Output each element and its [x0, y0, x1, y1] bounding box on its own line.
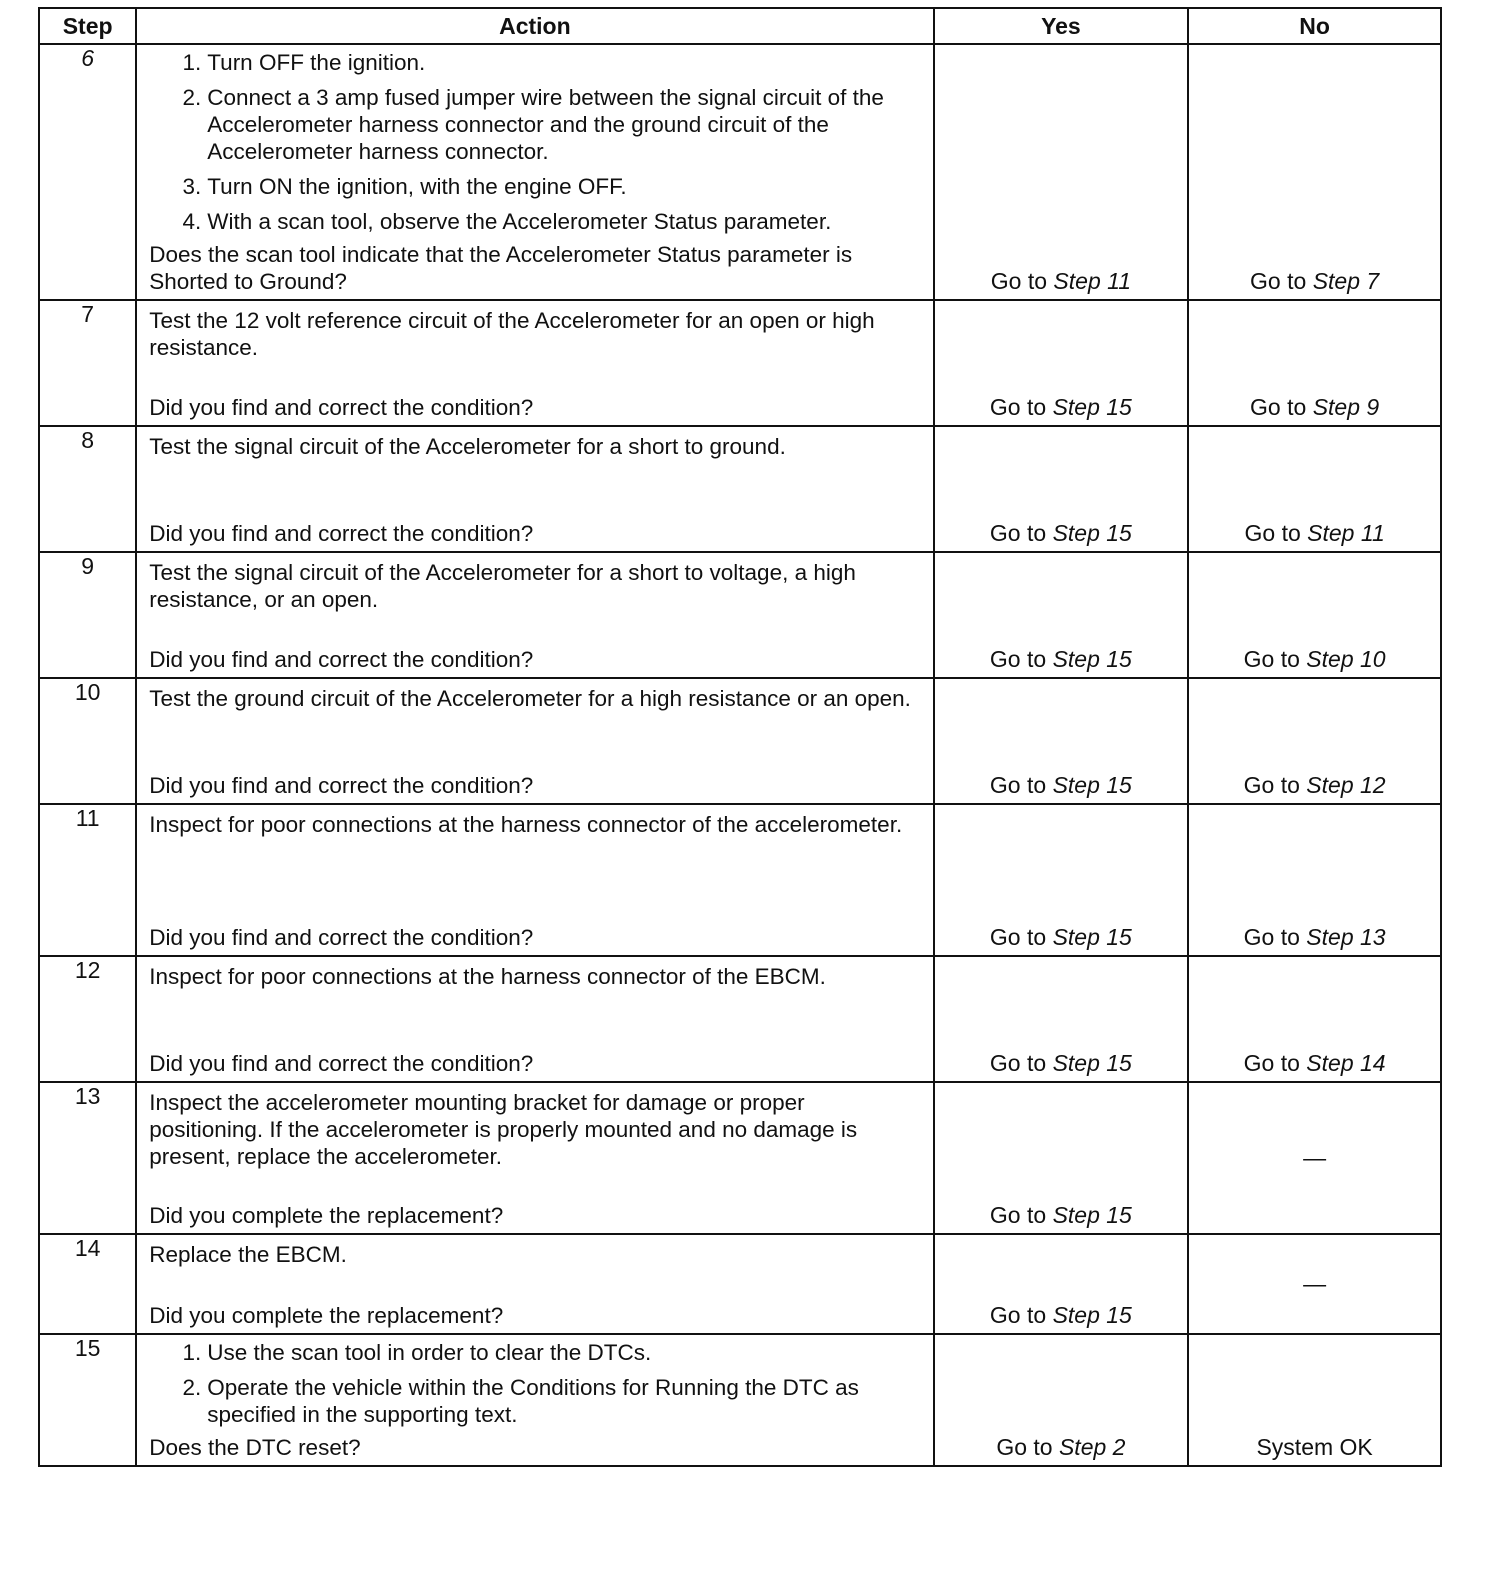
table-row — [39, 1334, 1441, 1466]
list-item-text: Use the scan tool in order to clear the DTCs. — [207, 1340, 652, 1365]
list-item — [137, 49, 922, 76]
header-no: No — [1188, 8, 1441, 44]
step-number: 7 — [39, 300, 136, 426]
action-description: Test the signal circuit of the Accelerometer for a short to ground. — [149, 434, 786, 459]
step-number: 9 — [39, 552, 136, 678]
no-cell — [1188, 678, 1441, 804]
table-row — [39, 956, 1441, 1082]
yes-step-ref: Step 15 — [1052, 924, 1132, 950]
yes-cell — [934, 1234, 1189, 1334]
action-cell — [136, 804, 933, 956]
header-row — [39, 8, 1441, 44]
no-prefix: Go to — [1243, 772, 1307, 798]
step-number: 12 — [39, 956, 136, 1082]
action-cell — [136, 300, 933, 426]
action-question: Did you find and correct the condition? — [149, 521, 534, 546]
table-row — [39, 300, 1441, 426]
yes-step-ref: Step 15 — [1052, 394, 1132, 420]
yes-prefix: Go to — [989, 394, 1053, 420]
no-prefix: Go to — [1244, 520, 1308, 546]
no-dash: — — [1303, 1144, 1327, 1171]
no-prefix: Go to — [1243, 924, 1307, 950]
list-item — [137, 208, 922, 235]
action-description: Test the signal circuit of the Accelerometer for a short to voltage, a high resistance, or an open. — [149, 560, 856, 612]
yes-prefix: Go to — [989, 1050, 1053, 1076]
no-step-ref: Step 13 — [1306, 924, 1386, 950]
action-cell — [136, 1334, 933, 1466]
step-number: 13 — [39, 1082, 136, 1234]
no-cell — [1188, 804, 1441, 956]
action-description: Inspect for poor connections at the harness connector of the EBCM. — [149, 964, 826, 989]
no-cell — [1188, 44, 1441, 300]
list-item — [137, 84, 922, 165]
yes-step-ref: Step 15 — [1052, 1202, 1132, 1228]
yes-step-ref: Step 11 — [1053, 268, 1132, 294]
yes-prefix: Go to — [989, 772, 1053, 798]
table-row — [39, 552, 1441, 678]
action-description: Replace the EBCM. — [149, 1242, 347, 1267]
no-dash: — — [1303, 1270, 1327, 1297]
action-question: Did you complete the replacement? — [149, 1303, 504, 1328]
table-row — [39, 426, 1441, 552]
header-yes: Yes — [934, 8, 1189, 44]
yes-step-ref: Step 15 — [1052, 520, 1132, 546]
action-cell — [136, 1234, 933, 1334]
action-question: Did you find and correct the condition? — [149, 647, 534, 672]
no-step-ref: Step 9 — [1312, 394, 1380, 420]
yes-cell — [934, 678, 1189, 804]
list-item-number: 2. — [182, 1375, 202, 1400]
list-item-number: 2. — [182, 85, 202, 110]
yes-step-ref: Step 15 — [1052, 646, 1132, 672]
yes-cell — [934, 1334, 1189, 1466]
list-item — [137, 173, 922, 200]
header-step: Step — [39, 8, 136, 44]
no-prefix: Go to — [1243, 1050, 1307, 1076]
yes-cell — [934, 1082, 1189, 1234]
yes-step-ref: Step 15 — [1052, 1050, 1132, 1076]
step-number: 11 — [39, 804, 136, 956]
action-cell — [136, 956, 933, 1082]
yes-prefix: Go to — [989, 646, 1053, 672]
action-question: Did you find and correct the condition? — [149, 1051, 534, 1076]
no-prefix: Go to — [1243, 646, 1307, 672]
action-cell — [136, 44, 933, 300]
action-cell — [136, 678, 933, 804]
yes-cell — [934, 300, 1189, 426]
list-item-number: 1. — [182, 1340, 202, 1365]
list-item-text: Turn OFF the ignition. — [207, 50, 426, 75]
action-description: Inspect the accelerometer mounting bracket for damage or proper positioning. If the accelerometer is properly mounted and no damage is present, replace the accelerometer. — [149, 1090, 858, 1169]
no-prefix: Go to — [1250, 268, 1313, 294]
step-number: 14 — [39, 1234, 136, 1334]
no-step-ref: Step 11 — [1307, 520, 1385, 546]
action-question: Did you find and correct the condition? — [149, 773, 534, 798]
no-cell — [1188, 300, 1441, 426]
yes-prefix: Go to — [989, 1202, 1053, 1228]
action-question: Did you find and correct the condition? — [149, 395, 534, 420]
no-cell — [1188, 1082, 1441, 1234]
yes-cell — [934, 804, 1189, 956]
yes-step-ref: Step 15 — [1052, 1302, 1132, 1328]
step-number: 15 — [39, 1334, 136, 1466]
no-step-ref: Step 10 — [1306, 646, 1386, 672]
no-cell — [1188, 1234, 1441, 1334]
table-row — [39, 44, 1441, 300]
action-question: Did you complete the replacement? — [149, 1203, 504, 1228]
step-number: 10 — [39, 678, 136, 804]
action-question: Does the DTC reset? — [149, 1435, 361, 1460]
yes-cell — [934, 956, 1189, 1082]
list-item — [137, 1374, 922, 1428]
table-row — [39, 1082, 1441, 1234]
no-cell — [1188, 1334, 1441, 1466]
header-action: Action — [136, 8, 933, 44]
action-cell — [136, 1082, 933, 1234]
no-step-ref: Step 14 — [1306, 1050, 1386, 1076]
yes-prefix: Go to — [990, 268, 1054, 294]
yes-step-ref: Step 15 — [1052, 772, 1132, 798]
table-row — [39, 678, 1441, 804]
step-number: 8 — [39, 426, 136, 552]
yes-prefix: Go to — [989, 520, 1053, 546]
yes-prefix: Go to — [989, 924, 1053, 950]
yes-cell — [934, 426, 1189, 552]
action-steps-list — [137, 45, 932, 235]
list-item-text: Operate the vehicle within the Conditions for Running the DTC as specified in the supporting text. — [207, 1375, 859, 1427]
no-prefix: Go to — [1250, 394, 1313, 420]
no-cell — [1188, 552, 1441, 678]
list-item-number: 4. — [182, 209, 202, 234]
yes-cell — [934, 44, 1189, 300]
list-item-number: 3. — [182, 174, 202, 199]
action-description: Test the 12 volt reference circuit of the Accelerometer for an open or high resistance. — [149, 308, 875, 360]
action-description: Test the ground circuit of the Accelerometer for a high resistance or an open. — [149, 686, 911, 711]
no-cell — [1188, 426, 1441, 552]
action-description: Inspect for poor connections at the harness connector of the accelerometer. — [149, 812, 903, 837]
action-question: Did you find and correct the condition? — [149, 925, 534, 950]
no-cell — [1188, 956, 1441, 1082]
no-step-ref: Step 7 — [1312, 268, 1380, 294]
no-result-text: System OK — [1256, 1434, 1373, 1460]
list-item-text: Connect a 3 amp fused jumper wire between the signal circuit of the Accelerometer harness connector and the ground circuit of the Accelerometer harness connector. — [207, 85, 884, 164]
diagnostic-table — [38, 7, 1442, 1467]
action-cell — [136, 552, 933, 678]
yes-cell — [934, 552, 1189, 678]
no-step-ref: Step 12 — [1306, 772, 1386, 798]
action-question: Does the scan tool indicate that the Accelerometer Status parameter is Shorted to Ground? — [149, 242, 853, 294]
list-item-text: With a scan tool, observe the Accelerometer Status parameter. — [207, 209, 832, 234]
action-steps-list — [137, 1335, 932, 1428]
yes-prefix: Go to — [996, 1434, 1059, 1460]
yes-prefix: Go to — [989, 1302, 1053, 1328]
table-row — [39, 804, 1441, 956]
yes-step-ref: Step 2 — [1058, 1434, 1126, 1460]
list-item — [137, 1339, 922, 1366]
list-item-text: Turn ON the ignition, with the engine OFF. — [207, 174, 627, 199]
list-item-number: 1. — [182, 50, 202, 75]
table-row — [39, 1234, 1441, 1334]
action-cell — [136, 426, 933, 552]
step-number: 6 — [39, 44, 136, 300]
